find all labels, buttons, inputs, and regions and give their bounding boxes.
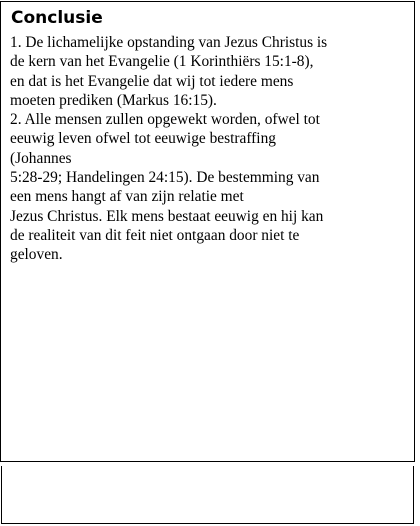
body-line: 1. De lichamelijke opstanding van Jezus Christus is	[10, 34, 328, 51]
body-line: geloven.	[10, 246, 63, 264]
body-line: Jezus Christus. Elk mens bestaat eeuwig en hij kan	[10, 207, 324, 225]
body-line: de realiteit van dit feit niet ontgaan door niet te	[10, 226, 300, 244]
body-line: moeten prediken (Markus 16:15).	[10, 91, 217, 109]
body-line: 5:28-29; Handelingen 24:15). De bestemming van	[10, 169, 320, 187]
body-line: (Johannes	[10, 149, 72, 167]
body-line: een mens hangt af van zijn relatie met	[10, 188, 244, 206]
body-line: en dat is het Evangelie dat wij tot iedere mens	[10, 72, 294, 90]
body-line: eeuwig leven ofwel tot eeuwige bestraffing	[10, 130, 276, 148]
slide-frame	[0, 1, 415, 462]
body-line: de kern van het Evangelie (1 Korinthiërs 15:1-8),	[10, 53, 314, 71]
notes-frame	[1, 466, 414, 524]
slide-body	[10, 33, 410, 265]
slide-title: Conclusie	[11, 8, 103, 28]
body-line: 2. Alle mensen zullen opgewekt worden, ofwel tot	[10, 111, 320, 129]
